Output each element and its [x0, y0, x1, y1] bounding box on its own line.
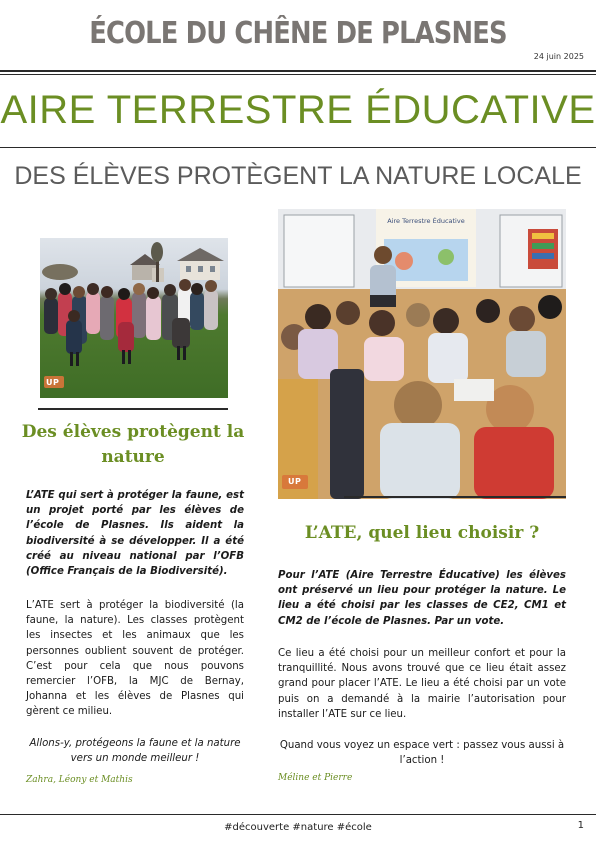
- photo-classroom-art: [278, 209, 566, 499]
- footer-hashtags: #découverte #nature #école: [224, 822, 372, 833]
- photo-logo-right: UP: [288, 477, 302, 486]
- right-separator: [344, 496, 566, 498]
- left-article-title: Des élèves protègent la nature: [21, 422, 245, 467]
- left-article-lead: L’ATE qui sert à protéger la faune, est un projet porté par les élèves de l’école de Plasnes. Ils aident la biodiversité à se développer. Il a été créé au niveau national par l’OFB (Office Français de la Biodiversité).: [26, 490, 244, 578]
- right-article-title: L’ATE, quel lieu choisir ?: [304, 523, 540, 543]
- headline-rule: [0, 147, 596, 148]
- school-name: ÉCOLE DU CHÊNE DE PLASNES: [89, 16, 507, 51]
- right-article-quote: Quand vous voyez un espace vert : passez vous aussi à l’action !: [279, 740, 565, 766]
- masthead-rule-bottom: [0, 74, 596, 75]
- left-article-quote: Allons-y, protégeons la faune et la nature vers un monde meilleur !: [29, 738, 241, 764]
- issue-date: 24 juin 2025: [533, 52, 584, 61]
- screen-caption: Aire Terrestre Éducative: [387, 217, 465, 225]
- photo-children-outdoors-art: [40, 238, 228, 398]
- photo-classroom: [278, 209, 566, 499]
- left-separator: [38, 408, 228, 410]
- left-article-body: L’ATE sert à protéger la biodiversité (la faune, la nature). Les classes protègent les insectes et les animaux que les personnes oublient souvent de protéger. C’est pour cela que nous pouvons remercier l’OFB, la MJC de Bernay, Johanna et les élèves de Plasnes qui gèrent ce milieu.: [26, 600, 244, 718]
- sub-headline: DES ÉLÈVES PROTÈGENT LA NATURE LOCALE: [14, 162, 582, 190]
- right-article-body: Ce lieu a été choisi pour un meilleur confort et pour la tranquillité. Nous avons trouvé que ce lieu était assez grand pour placer l’ATE. Le lieu a été choisi par un vote puis on a demandé à la mairie l’autorisation pour installer l’ATE sur ce lieu.: [278, 648, 566, 720]
- photo-children-outdoors: [40, 238, 228, 398]
- photo-logo-left: UP: [46, 378, 60, 387]
- page-number: 1: [577, 820, 584, 831]
- right-article-lead: Pour l’ATE (Aire Terrestre Éducative) les élèves ont préservé un lieu pour protéger la nature. Le lieu a été choisi par les classes de CE2, CM1 et CM2 de l’école de Plasnes. Par un vote.: [278, 570, 566, 627]
- main-headline: AIRE TERRESTRE ÉDUCATIVE: [0, 88, 596, 132]
- right-article-authors: Méline et Pierre: [278, 773, 353, 783]
- left-article-authors: Zahra, Léony et Mathis: [26, 775, 133, 785]
- footer-rule: [0, 814, 596, 815]
- masthead-rule-top: [0, 70, 596, 72]
